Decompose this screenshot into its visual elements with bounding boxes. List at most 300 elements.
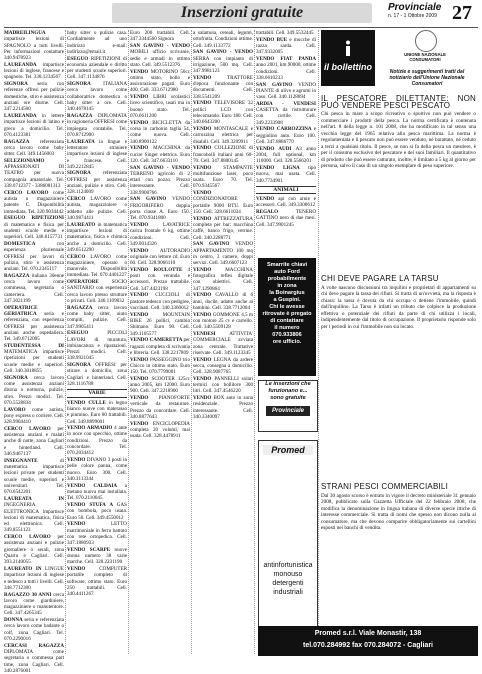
classified-ad-heading: VENDO [193, 164, 224, 171]
classified-ad-text: DIVANO 3 posti in pelle colore panna, come nuovo. Euro 300. Cell. 340.3113344 [67, 457, 128, 482]
classified-ad [67, 483, 127, 502]
classified-ad-heading: VENDO [130, 375, 152, 382]
classified-ad-heading: SIGNORA [67, 81, 104, 88]
promed-product-line: antinfortunistica [263, 562, 313, 569]
promed-products [259, 561, 317, 597]
classified-ad-heading: CERCASI RAGAZZA [4, 642, 64, 649]
lost-keys-line: di contattare [270, 318, 304, 324]
classified-ad-text: AUTORADIO originale con lettore cd. Euro 60. Cell. 328.9066110 [130, 247, 190, 267]
lost-keys-line: Chi le avesse [269, 304, 305, 310]
category-heading: VARIE [67, 389, 127, 397]
classified-ad-heading: VENDO [256, 196, 279, 203]
classified-ad [193, 357, 253, 376]
classified-ad [67, 305, 127, 330]
classified-ad-heading: SAN GAVINO [193, 241, 236, 248]
classified-ad [4, 113, 64, 138]
classified-ad [130, 120, 190, 145]
classified-ad-heading: CERCO LAVORO [4, 189, 53, 196]
classified-ad-text: api con arnie e accessori. Cell. 349.3300612 [256, 196, 316, 209]
classifieds-column-4 [193, 30, 253, 654]
classified-ad-text: in lingue e letterature straniere impartisce lezioni di inglese e francese. Cell. 349.2212845 [67, 138, 127, 170]
classified-ad-heading: LAUREATO IN [4, 565, 46, 572]
article-3 [321, 484, 476, 532]
classified-ad-heading: VENDO [193, 311, 213, 318]
classified-ad-heading: VENDO CAMERETTA [130, 337, 184, 344]
classified-ad [130, 248, 190, 267]
classified-ad-text: 4 ante in noce con specchio, ottime condizioni. Prezzo da concordare. Tel. 070.2034412 [67, 425, 127, 457]
classified-ad [193, 292, 253, 311]
classified-ad [67, 330, 127, 361]
classified-ad-heading: VENDO STUFA A [67, 501, 117, 508]
classifieds-column-3 [130, 30, 190, 654]
classified-ad-text: come autista, pony express o corriere. Cell. 328.9904410 [4, 406, 64, 426]
classified-ad-text: MACCHINA fotografica reflex digitale con obiettivi. Cell. 347.1290864 [193, 266, 253, 292]
logo-label: il bollettino [324, 62, 372, 72]
classified-ad-text: seria e referenziata cerca lavoro come badante o colf, zona Cagliari. Tel. 070.2290016 [4, 617, 64, 643]
article-title: STRANI PESCI COMMERCIABILI [321, 482, 448, 491]
lost-keys-line: 070.933806 [272, 332, 302, 338]
classified-ad [193, 267, 253, 292]
article-2 [321, 276, 476, 330]
classified-ad-heading: ESEGUO RIPETIZIONI [4, 215, 64, 222]
union-name: UNIONE NAZIONALE CONSUMATORI [404, 52, 446, 62]
classified-ad-heading: REGALO [256, 209, 296, 216]
classified-ad-text: per ragazzi completa di scrivania e libreria. Cell. 338.2217809 [130, 337, 190, 356]
classified-ad [4, 158, 64, 189]
classified-ad-text: PANNELLI solari termici con bollitore 300 litri. Cell. 347.4546220 [193, 375, 253, 395]
classified-ad [130, 376, 190, 395]
classified-ad [256, 82, 316, 101]
classified-ad-text: anno 2001, km 90000, ottime condizioni. Cell. 338.6610233 [256, 62, 316, 81]
classified-ad [67, 457, 127, 482]
classified-ad-text: COLLEZIONE di francobolli italiani anni 60-70. Cell. 347.8800145 [193, 145, 253, 164]
classified-ad-text: PASSEGGINO trio Chicco in ottimo stato. Euro 150. Tel. 070.7799001 [130, 356, 190, 376]
classifieds-column-5 [256, 30, 316, 256]
classified-ad [193, 100, 253, 125]
classified-ad [130, 30, 190, 43]
classified-ad-text: ATTREZZATURA completa per bar: macchina caffè, banco frigo, vetrine. Cell. 340.2288771 [193, 215, 253, 241]
classified-ad [4, 215, 64, 240]
classified-ad-heading: SAN GAVINO [130, 196, 173, 203]
column-divider [65, 30, 66, 654]
notice-caption: Notizie e suggerimenti tratti dal notiziario dell'Unione Nazionale Consumatori [389, 69, 465, 87]
classified-ad-heading: VENDO [193, 145, 215, 152]
classified-ad-heading: VENDO ARMADIO [67, 425, 115, 432]
classified-ad-text: LETTO matrimoniale in ferro battuto con rete ortopedica. Cell. 347.1880933 [67, 521, 127, 547]
article-body: A volte nascono discussioni tra inquilini e proprietari di appartamenti su chi deve pagare la tassa dei rifiuti. Si tratta di un'ovvietà, ma la risposta è chiara: la tassa è dovuta da chi occupa o detiene l'immobile, quindi dall'inquilino. La Tarsu è infatti un tributo che colpisce la produzione effettiva o potenziale dei rifiuti da parte di chi utilizza i locali, indipendentemente dal titolo di occupazione. Il proprietario risponde solo per i periodi in cui l'immobile non sia locato. [321, 284, 476, 330]
classified-ad-heading: INSEGNANTE [4, 457, 61, 464]
classified-ad [4, 458, 64, 496]
classified-ad-text: TERRENO agricolo di 2 ettari con pozzo. Prezzo interessante. Cell. 338.9908766 [130, 170, 190, 196]
classified-ad-heading: VENDO LIGNA [256, 164, 309, 171]
classified-ad-heading: RAGAZZA [67, 304, 98, 311]
classified-ad-heading: VENDO [67, 521, 111, 528]
union-seal-icon [415, 30, 437, 52]
classified-ad-heading: SIGNORA [4, 81, 38, 88]
classified-ad-heading: LAUREATA [67, 138, 100, 145]
classified-ad [4, 407, 64, 426]
classified-ad-text: cerca lavoro come assistenza anziani diurna o notturna, pulizie, stiro. Prezzi modici. Tel. 070.5528834 [4, 374, 64, 406]
classified-ad [193, 165, 253, 190]
classified-ad-heading: VENDO [193, 126, 214, 133]
classified-ad [4, 426, 64, 457]
classified-ad [67, 170, 127, 195]
lost-keys-line: a Guspini. [273, 297, 301, 303]
classified-ad-text: CONDIZIONATORE portatile 9000 BTU. Euro 150. Cell. 328.6611034 [193, 196, 253, 216]
classified-ad-heading: VENDO SCARPE [67, 546, 115, 553]
provinciale-logo: Provinciale [266, 406, 310, 416]
classified-ad [67, 425, 127, 456]
classified-ad [256, 30, 316, 36]
classified-ad [4, 643, 64, 674]
classified-ad-text: Euro 200 trattabili. Cell. 347.3344560 Signora [130, 30, 190, 43]
classified-ad-heading: ESEGUO [67, 330, 108, 337]
article-body: Chi pesca in mare a scopo ricreativo o sportivo non può vendere o commerciare i prodotti della pesca. La norma certificata è contenuta nell'art. 8 della legge n. 101 2008, che ha modificato in tal senso una vecchia legge del 1965 relativa alla pesca marittima. La norma è regolamentata e il pescato non può essere venduto, né barattato, né ceduto a terzi a qualsiasi titolo. Il pesce, se non si fa della pesca un mestiere, è per il consumo esclusivo del pescatore e dei suoi familiari. Il quantitativo di prodotto che può essere catturato, inoltre, è limitato a 5 kg al giorno per persona, salvo il caso di un singolo esemplare di peso superiore. [321, 111, 476, 169]
classified-ad-heading: VENDO [130, 145, 154, 152]
classified-ad [193, 216, 253, 241]
promed-phones: tel.070.284992 fax 070.284072 - Cagliari [303, 642, 433, 649]
classified-ad-heading: VENDO [130, 94, 154, 101]
classified-ad-heading: VENDESI [193, 331, 230, 338]
classified-ad [130, 395, 190, 420]
classified-ad [193, 241, 253, 266]
classified-ad [67, 81, 127, 112]
classified-ad-text: RIPETIZIONI di economia aziendale e diritto per studenti scuole superiori. Cell. 347.1134876 [67, 55, 127, 81]
classified-ad-heading: VENDO FIAT PANDA [256, 55, 316, 62]
classified-ad-text: VENDO FRIGORIFERO doppia porta classe A. Euro 150. Tel. 070.9341800 [130, 196, 190, 222]
classified-ad-text: A3 anno 2004, full optional, km 110000. Cell. 328.5566201 [256, 145, 316, 165]
free-ads-line: funzionano e... [268, 388, 308, 394]
classified-ad [4, 139, 64, 158]
classified-ad [193, 30, 253, 49]
classified-ad [256, 165, 316, 184]
classified-ad [67, 547, 127, 566]
classified-ad [67, 254, 127, 279]
classified-ad-text: italiana 30enne cerca lavoro come commessa, segretaria o cameriera. Cell. 347.3021199 [4, 272, 64, 304]
classified-ad-heading: VENDO [130, 420, 153, 427]
classified-ad [130, 421, 190, 440]
classified-ad [130, 312, 190, 337]
classified-ad [67, 400, 127, 425]
classified-ad-text: APPASSIONATI DI TEATRO per nuova compagnia amatoriale. Tel. 338.0712377 - 3386081313 [4, 164, 64, 190]
classified-ad-text: con esperienza pluriennale OFFRESI per lavori di pulizia, stiro e assistenza anziani. Tel. 070.2345117 [4, 240, 64, 273]
classified-ad [130, 165, 190, 196]
classified-ad-text: MATEMATICA impartisce ripetizioni per studenti scuole medie e superiori. Cell. 340.3018855 [4, 349, 64, 375]
column-divider [191, 30, 192, 654]
header-rule [4, 27, 478, 28]
classified-ad-text: GAS con bombola, poco usata. Euro 50. Cell. 349.4550012 [67, 501, 127, 521]
classified-ad-heading: LAUREANDA [4, 61, 43, 68]
classified-ad [193, 376, 253, 395]
promed-product-line: detergenti [272, 580, 304, 587]
classified-ad-heading: LAVORO [4, 406, 32, 413]
classified-ad-heading: VENDO [130, 68, 151, 75]
classified-ad [67, 279, 127, 304]
classified-ad [4, 241, 64, 272]
classifieds-column-1 [4, 30, 65, 674]
classified-ad-text: CAVALLO di 6 anni, docile, adatto anche ai bambini. Cell. 338.7712004 [193, 292, 253, 312]
classified-ad-text: SERRA con impianto di irrigazione, 500 mq. Cell. 347.9981123 [193, 55, 253, 75]
article-title: IL PESCATORE DILETTANTE: NON PUÒ VENDERE PESCI PESCATO [321, 94, 476, 110]
classified-ad-heading: DOMESTICA [4, 240, 57, 247]
classified-ad-heading: VENDO CARROZZINA [256, 126, 314, 133]
classified-ad [67, 222, 127, 253]
classified-ad [193, 312, 253, 331]
article-body: Dal 30 agosto scorso è entrato in vigore il decreto ministeriale 31 gennaio 2008, pubblicato sulla Gazzetta Ufficiale del 22 febbraio 2008, che modifica la denominazione in lingua italiana di diverse specie ittiche di interesse commerciale. Si tratta di nomi che spesso non dicono nulla al consumatore, ma che devono comparire obbligatoriamente sui cartellini esposti nei banchi di vendita. [321, 492, 476, 531]
lost-keys-notice [258, 258, 316, 376]
classified-ad-text: CASETTA da ristrutturare con cortile. Cell. 349.2233908 [256, 107, 316, 126]
classified-ad [193, 331, 253, 356]
classified-ad-heading: VENDO [130, 292, 156, 299]
classified-ad-text: nuove donna numero 38 varie marche. Cell. 328.2231190 [67, 546, 127, 566]
classified-ad-heading: VENDO [193, 266, 226, 273]
classified-ad-heading: SAN GAVINO - VENDO [130, 164, 190, 171]
classified-ad [4, 375, 64, 406]
classified-ad-heading: RAGAZZO 30 ANNI [4, 591, 54, 598]
classified-ad [256, 209, 316, 228]
classified-ad [130, 222, 190, 247]
classified-ad-text: SOCIO SANITARIO con esperienza cerca lavoro presso strutture o privati. Cell. 346.1109832 [67, 279, 127, 304]
classified-ad-text: impartisce lezioni di inglese, francese e spagnolo. Tel. 338.1234567 [4, 61, 64, 81]
category-heading: ANIMALI [256, 186, 316, 194]
classified-ad-text: per assistenza anziani e pulizie giornaliere o serali, zona Quartu e Cagliari. Cell. 393.2140055 [4, 534, 64, 566]
lost-keys-line: ritrovate è pregato [262, 311, 312, 317]
classified-ad-text: impartisce lezioni di SPAGNOLO a tutti livelli. Per informazioni contattare 340.9478923 [4, 36, 64, 62]
classified-ad-heading: VENDO CULLE [67, 399, 109, 406]
lost-keys-line: auto Ford [274, 269, 300, 275]
classified-ad-text: referenziata cerca lavoro come baby sitter. Cell. 349.1456003 [4, 138, 64, 158]
free-ads-line: Le inserzioni che [265, 381, 311, 387]
classified-ad-heading: RAGAZZA [67, 113, 98, 120]
classified-ad-heading: RAGAZZA [4, 138, 40, 145]
classified-ad-text: LIBRI scolastici liceo scientifico, usati ma in buono stato. Tel. 070.6611200 [130, 94, 191, 120]
classified-ad-text: ATTIVITA' COMMERCIALE avviata zona centrale. Trattative riservate. Cell. 349.1123345 [193, 331, 253, 356]
promed-brand: Promed [263, 445, 313, 455]
classified-ad-heading: VENDO [193, 190, 212, 197]
classified-ad-heading: CERCO [67, 253, 91, 260]
promed-address: Promed s.r.l. Viale Monastir, 138 [314, 630, 422, 637]
classified-ad-heading: VENDO [130, 222, 164, 229]
classified-ad [4, 617, 64, 642]
classified-ad [256, 101, 316, 126]
classified-ad [193, 49, 253, 74]
classified-ad [256, 196, 316, 209]
page-number: 27 [452, 2, 472, 24]
classified-ad-heading: VENDO [193, 215, 214, 222]
classified-ad-heading: VENDO ROULOTTE [130, 266, 188, 273]
classified-ad-text: OFFRESI per stirare a domicilio, zona Cagliari e hinterland. Cell. 328.1116788 [67, 362, 127, 388]
classified-ad-text: TELEVISORE 32 pollici LCD con telecomando. Euro 180. Cell. 340.6643200 [193, 100, 253, 126]
classified-ad-text: baby sitter o pulizie casa. Cordialmente ad uno indirizzo e-mail: indirizzo@email.it [67, 30, 127, 55]
classified-ad-heading: VENDO [193, 395, 214, 402]
classified-ad-heading: VENDO [193, 375, 215, 382]
lost-keys-line: la Boinargius [269, 290, 305, 296]
classified-ad-text: 4 posti con veranda e accessori. Prezzo trattabile. Cell. 347.4423198 [130, 266, 190, 292]
classified-ad-heading: VENDO [193, 356, 214, 363]
classified-ad [4, 30, 64, 61]
classified-ad-heading: VENDO CALDAIA [67, 482, 125, 489]
classified-ad [67, 502, 127, 521]
classified-ad-heading: OPERATRICE GERIATRICA [4, 304, 45, 317]
classified-ad-text: SCOOTER 125cc anno 2005, km 12000. Euro 900. Cell. 347.2218900 [130, 375, 190, 395]
classified-ad-text: e seggiolino auto. Euro 100. Cell. 347.8886770 [256, 126, 316, 145]
classified-ad-heading: DONNA [4, 617, 25, 624]
classified-ad-text: cerca lavoro come giardiniere, magazziniere o manutentore. Cell. 347.4265345 [4, 591, 64, 617]
classified-ad [193, 126, 253, 145]
classified-ad [130, 357, 190, 376]
classified-ad-heading: MADREILINGUA [4, 30, 46, 36]
classified-ad-heading: SAN GAVINO - VENDO [130, 42, 190, 49]
classified-ad-text: INGEGNERIA ELETTRONICA impartisce lezioni di matematica, fisica ed elettronica. Cell. 349.8551123 [4, 502, 64, 534]
classified-ad-text: VENDO APPARTAMENTO 100 mq in centro, 3 camere, doppi servizi. Cell. 349.6607123 [193, 241, 253, 267]
promed-ad [258, 440, 318, 638]
classified-ad-heading: LAUREATO [67, 221, 98, 228]
classified-ad-text: MACCHINA da cucire Singer elettrica. Euro 120. Cell. 347.6633110 [130, 145, 190, 164]
classified-ad-heading: VENDO BUE [256, 36, 290, 43]
bollettino-logo [321, 30, 375, 86]
classified-ad-heading: VENDO AUDI [256, 145, 296, 152]
classified-ad-text: GOMMONE 4,5 m con motore 25 cv e carrello. Cell. 340.5509128 [193, 311, 253, 331]
classified-ad [67, 56, 127, 81]
classified-ad-text: MONTASCALE e carrozzina elettrica per disabili. Cell. 349.3209911 [193, 126, 254, 145]
classified-ad-heading: VENDO [130, 311, 163, 318]
classified-ad-heading: CERCO LAVORO [4, 534, 58, 541]
classified-ad-text: STAMPANTE multifunzione laser, poco usata. Euro 70. Tel. 070.9345567 [193, 164, 253, 190]
classified-ad [67, 139, 127, 170]
classified-ad-heading: OPERATORE [67, 279, 112, 286]
classified-ad [67, 521, 127, 546]
classified-ad [256, 146, 316, 165]
classified-ad-text: cerca lavoro come baby sitter, aiuto compiti, pulizie. Cell. 347.9905411 [67, 304, 127, 330]
issue-date: n. 17 - 1 Ottobre 2009 [388, 13, 437, 19]
classified-ad-heading: VENDO [193, 74, 228, 81]
classified-ad [130, 196, 190, 221]
classified-ad [193, 145, 253, 164]
classified-ad [4, 273, 64, 304]
classified-ad-heading: SAN GAVINO - VENDO [193, 49, 253, 56]
classified-ad-heading: RAGAZZA [4, 272, 32, 279]
page-title: Inserzioni gratuite [112, 3, 372, 23]
free-ads-line: sono gratuite [270, 395, 306, 401]
classified-ad [130, 145, 190, 164]
classified-ad-heading: SIGNORA [67, 170, 103, 177]
classified-ad-text: in legno bianco nuove con materasso e piumino. Euro 80 trattabili. Cell. 349.8899001 [67, 399, 127, 425]
classified-ad-text: MOUNTAIN BIKE 26 pollici, cambio Shimano. Euro 90. Cell. 349.1105577 [130, 311, 190, 337]
classified-ad-text: e mucche di razza sarda. Cell. 347.9332005 [256, 36, 316, 56]
classified-ad-text: COMPUTER portatile completo di software, ottimo stato. Euro 250 trattabili. Cell. 340.4411267 [67, 566, 127, 598]
lost-keys-line: probabilmente [267, 276, 307, 282]
classified-ad-text: TENERO GATTINO nero di due mesi. Cell. 347.9901245 [256, 209, 316, 228]
classified-ad-heading: STUDENTESSA DI [4, 342, 64, 349]
classified-ad-text: trattabili. Cell. 349.5532445 [256, 30, 314, 36]
classified-ad-heading: SIGNORA [67, 362, 96, 369]
classified-ad-text: DIPLOMATA in ragioneria OFFRESI come impiegata contabile. Tel. 070.8712900 [67, 113, 127, 138]
classified-ad [67, 566, 127, 597]
classified-ad-text: come autista o magazziniere patente C. Disponibilità immediata. Tel. 320.9034442 [4, 189, 64, 215]
classified-ad-text: di matematica e fisica per studenti scuole medie e superiori. Cell. 346.6157731 [4, 221, 64, 241]
article-1 [321, 96, 476, 170]
classified-ad [193, 190, 253, 215]
classified-ad-heading: LAUREANDA [4, 113, 42, 120]
classified-ad [4, 566, 64, 591]
classified-ad [4, 343, 64, 374]
classified-ad-heading: VENDO [193, 292, 216, 299]
classified-ad-text: MOTORINO 50cc ottimo stato, bollo e assicurazione pagati. Euro 400. Cell. 333.6712980 [130, 68, 191, 94]
free-ads-box [258, 380, 318, 432]
classified-ad [193, 75, 253, 100]
classifieds-column-2 [67, 30, 127, 654]
classified-ad-text: BOX auto in zona residenziale. Prezzo interessante. Cell. 340.3340097 [193, 395, 253, 421]
classified-ad [67, 30, 127, 55]
classified-ad-heading: VENDO [193, 100, 215, 107]
classified-ad-heading: VENDO [130, 247, 160, 254]
classified-ad-text: a salamoia, cereali, legumi, ortofrutta. Condizioni ottime. Cell. 349.1133772 [193, 30, 253, 49]
classified-ad [130, 94, 190, 119]
classified-ad-heading: VENDO [67, 566, 100, 573]
article-title: CHI DEVE PAGARE LA TARSU [321, 274, 439, 283]
classified-ad-text: tipo nuova, mai usata. Cell. 340.7734901 [256, 164, 316, 184]
column-divider [318, 30, 319, 654]
classified-ad-heading: VENDO [130, 356, 151, 363]
classified-ad-heading: SIGNORA [4, 374, 34, 381]
classified-ad-heading: CERCO [67, 196, 91, 203]
classified-ad [130, 43, 190, 68]
classified-ad-heading: CERCO LAVORO [4, 425, 58, 432]
classified-ad [67, 113, 127, 138]
classified-ad-text: in matematica impartisce lezioni di matematica, fisica e chimica anche a domicilio. Cell. 349.6512290 [67, 221, 127, 253]
lost-keys-line: ore ufficio. [272, 339, 302, 345]
classified-ad-text: referenziata OFFRESI per assistenza anziani, pulizie e stiro. Cell. 328.1124009 [67, 170, 127, 196]
classified-ad-text: PICCOLI LAVORI di muratura, imbiancatura e riparazioni. Prezzi modici. Cell. 338.9921045 [67, 330, 127, 362]
column-divider [128, 30, 129, 654]
classified-ad [4, 496, 64, 534]
classified-ad-text: ITALIANA cerca lavoro come collaboratrice domestica o baby sitter a ore. Cell. 340.4678145 [67, 81, 127, 113]
column-divider [254, 30, 255, 654]
classified-ad-text: in lettere impartisce lezioni di latino e greco a domicilio. Tel. 070.4123381 [4, 113, 64, 138]
lost-keys-line: il numero [274, 325, 300, 331]
publication-brand: Provinciale [388, 2, 442, 13]
classified-ad [4, 592, 64, 617]
classified-ad-text: seria e referenziata, con esperienza OFFRESI per assistenza anziani anche ospedaliera. Tel. 349.6712005 [4, 310, 65, 343]
classified-ad [256, 37, 316, 56]
classified-ad-heading: ARDIA - VENDESI [256, 100, 316, 107]
info-icon [342, 40, 354, 56]
classified-ad [4, 81, 64, 112]
classified-ad-text: MOBILI ufficio scrivanie, sedie e armadi in ottimo stato. Cell. 349.5512376 [130, 49, 190, 68]
classified-ad-text: CUCCIOLI di pastore tedesco con pedigree, vaccinati. Cell. 340.3360012 [130, 292, 190, 312]
classified-ad-text: LEGNA da ardere secca, consegna a domicilio. Cell. 328.9087765 [193, 356, 253, 376]
lost-keys-line: Smarrite chiavi [266, 262, 308, 268]
classified-ad-text: per assistenza anziani e malati anche di notte, zona Cagliari e hinterland. Cell. 346.9467137 [4, 425, 64, 458]
classified-ad-text: PIANOFORTE verticale da restaurare. Prezzo da concordare. Cell. 340.8877643 [130, 395, 190, 421]
classified-ad [193, 395, 253, 420]
classified-ad [67, 196, 127, 221]
classified-ad [130, 337, 190, 356]
classified-ad [4, 305, 64, 343]
classified-ad-text: ENCICLOPEDIA completa 20 volumi, mai usata. Cell. 328.4478911 [130, 420, 190, 440]
promed-product-line: monouso [273, 571, 303, 578]
classified-ad [4, 62, 64, 81]
classified-ad-heading: SELEZIONIAMO [4, 157, 45, 164]
classified-ad-text: a metano nuova mai installata. Tel. 070.2110045 [67, 482, 127, 502]
classified-ad-heading: VENDO [130, 119, 153, 126]
classified-ad [4, 190, 64, 215]
promed-footer [258, 626, 478, 656]
classified-ad-text: DIPLOMATA come segretaria o commessa part time, zona Cagliari. Cell. 340.2876001 [4, 649, 64, 674]
classified-ad-text: TRATTORE d'epoca funzionante con documenti. Cell. 338.5541209 [193, 74, 253, 100]
classified-ad [130, 292, 190, 311]
classified-ad-text: LINGUE impartisce lezioni di inglese e tedesco a tutti i livelli. Cell. 348.7712300 [4, 565, 64, 591]
